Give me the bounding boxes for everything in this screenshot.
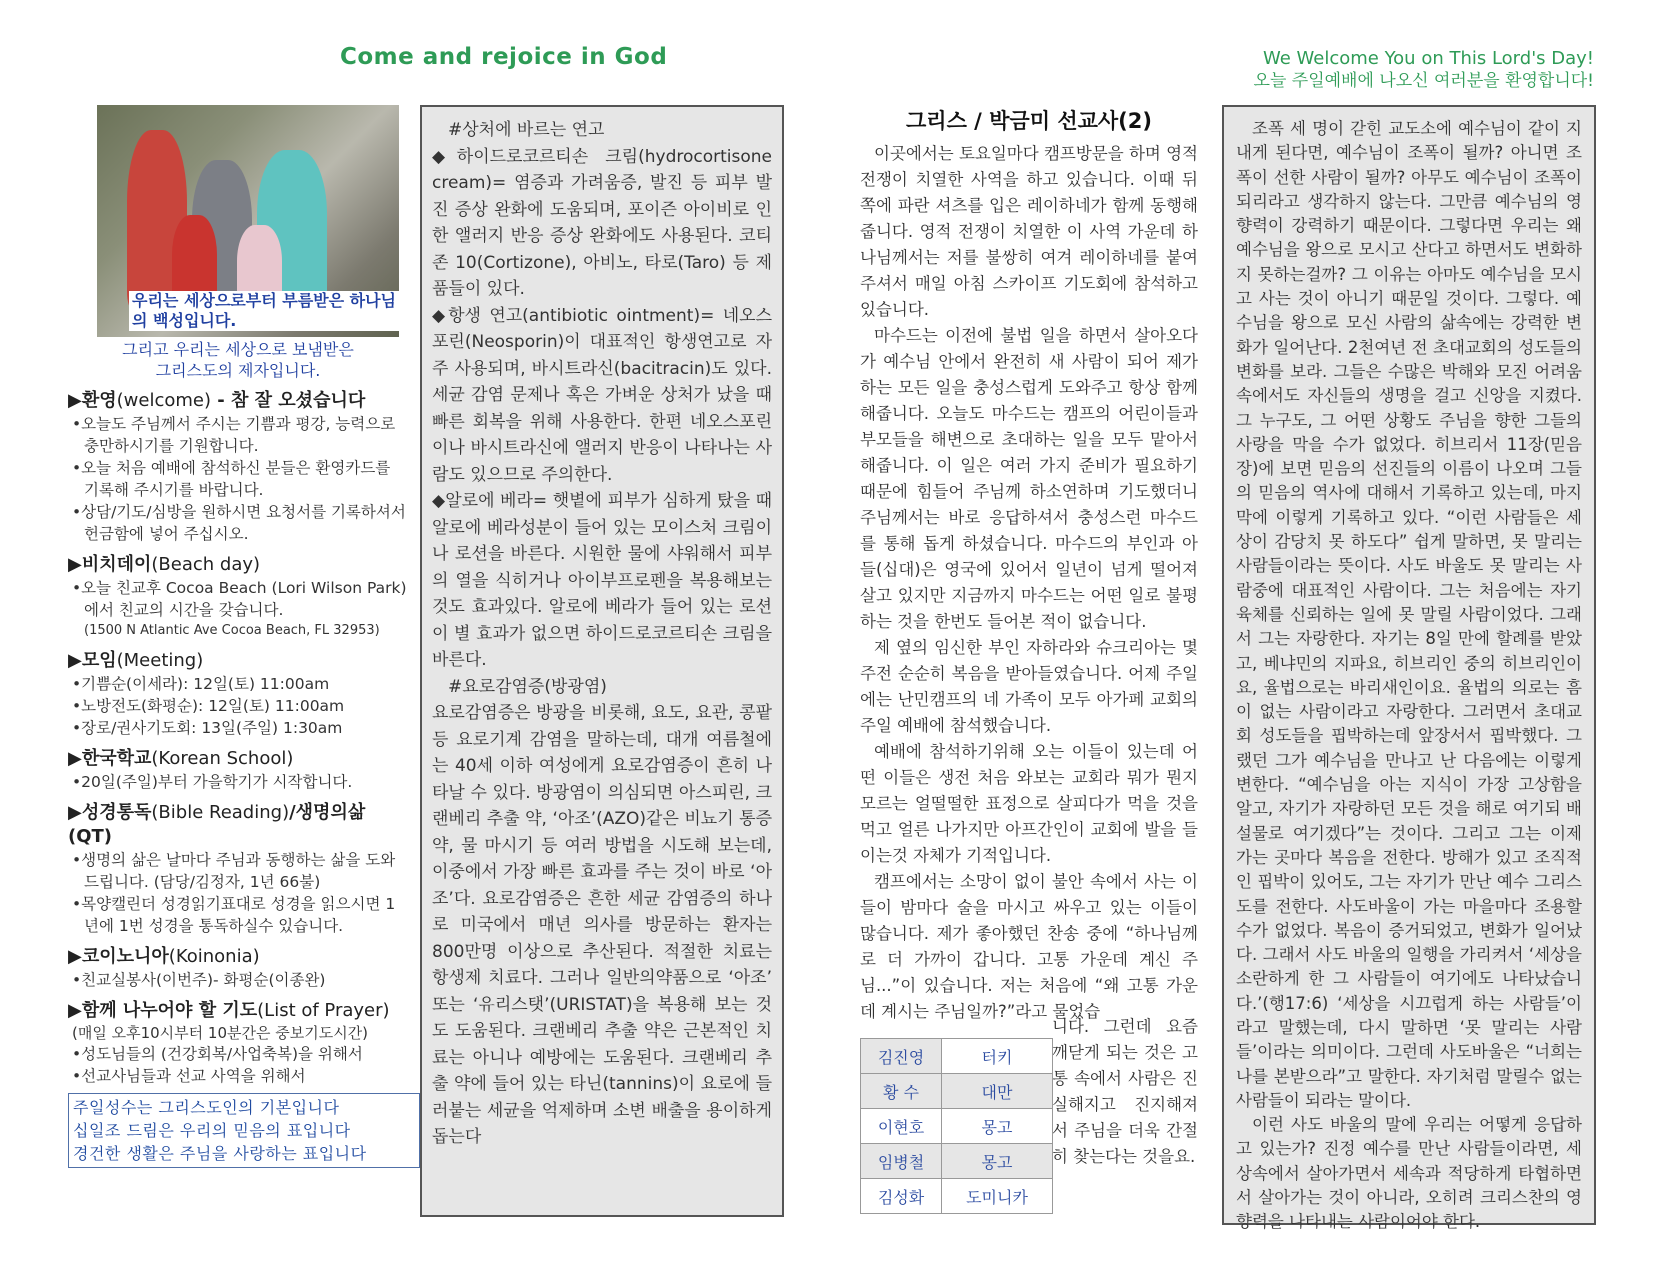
mission-country: 터키 bbox=[942, 1039, 1053, 1074]
mission-country: 몽고 bbox=[942, 1109, 1053, 1144]
korean-school-item: •20일(주일)부터 가을학기가 시작합니다. bbox=[72, 773, 353, 791]
welcome-banner-ko: 오늘 주일예배에 나오신 여러분을 환영합니다! bbox=[1253, 71, 1594, 91]
bible-reading-item: •목양캘린더 성경읽기표대로 성경을 읽으시면 1년에 1번 성경을 통독하실수 있습니다. bbox=[72, 895, 396, 935]
missionary-name: 임병철 bbox=[861, 1144, 942, 1179]
welcome-item: •오늘 처음 예배에 참석하신 분들은 환영카드를 기록해 주시기를 바랍니다. bbox=[72, 459, 391, 499]
report-paragraph: 캠프에서는 소망이 없이 불안 속에서 사는 이들이 밤마다 술을 마시고 싸우고 있는 이들이 많습니다. 제가 좋아했던 찬송 중에 “하나님께로 더 가까이 갑니다. 고통 가운데 계신 주님...”이 있습니다. 저는 처음에 “왜 고통 가운데 계시는 주님일까?”라고 물었습 bbox=[860, 872, 1198, 1021]
meeting-item: •노방전도(화평순): 12일(토) 11:00am bbox=[72, 697, 345, 715]
meeting-item: •기쁨순(이세라): 12일(토) 11:00am bbox=[72, 675, 330, 693]
sermon-paragraph: 이런 사도 바울의 말에 우리는 어떻게 응답하고 있는가? 진정 예수를 만난 사람들이라면, 세상속에서 살아가면서 세속과 적당하게 타협하면서 살아가는 것이 아니라, 오히려 크리스찬의 영향력을 나타내는 사람이어야 한다. bbox=[1236, 1115, 1582, 1232]
welcome-banner bbox=[1254, 48, 1594, 92]
health-heading: #요로감염증(방광염) bbox=[448, 676, 607, 697]
bible-reading-heading: ▶성경통독(Bible Reading)/생명의삶(QT) bbox=[68, 802, 366, 847]
report-paragraph: 마수드는 이전에 불법 일을 하면서 살아오다가 예수님 안에서 완전히 새 사람이 되어 제가 하는 모든 일을 충성스럽게 도와주고 항상 함께 해줍니다. 오늘도 마수드는 캠프의 어린이들과 부모들을 해변으로 초대하는 일을 모두 맡아서 해줍니다. 이 일은 여러 가지 준비가 필요하기 때문에 힘들어 주님께 하소연하며 기도했더니 주님께서는 바로 응답하셔서 충성스런 마수드를 통해 돕게 하셨습니다. 마수드의 부인과 아들(십대)은 영국에 있어서 일년이 넘게 떨어져 살고 있지만 지금까지 마수드는 어떤 일로 불평하는 것을 한번도 들어본 적이 없습니다. bbox=[860, 326, 1198, 631]
mission-country: 몽고 bbox=[942, 1144, 1053, 1179]
mission-country: 도미니카 bbox=[942, 1179, 1053, 1214]
missionary-name: 김성화 bbox=[861, 1179, 942, 1214]
box-line: 경건한 생활은 주님을 사랑하는 표입니다 bbox=[73, 1144, 367, 1163]
report-paragraph: 이곳에서는 토요일마다 캠프방문을 하며 영적 전쟁이 치열한 사역을 하고 있습니다. 이때 뒤쪽에 파란 셔츠를 입은 레이하네가 함께 동행해줍니다. 영적 전쟁이 치열한 이 사역 가운데 하나님께서는 저를 불쌍히 여겨 레이하네를 붙여주셔서 매일 아침 스카이프 기도회에 참석하고 있습니다. bbox=[860, 144, 1198, 319]
koinonia-heading: ▶코이노니아(Koinonia) bbox=[68, 946, 260, 967]
korean-school-heading: ▶한국학교(Korean School) bbox=[68, 748, 294, 769]
report-continuation: 니다. 그런데 요즘 깨닫게 되는 것은 고통 속에서 사람은 진실해지고 진지해져서 주님을 더욱 간절히 찾는다는 것을요. bbox=[1052, 1017, 1198, 1166]
bible-reading-item: •생명의 삶은 날마다 주님과 동행하는 삶을 도와드립니다. (담당/김정자, 1년 66불) bbox=[72, 851, 396, 891]
beach-day-heading: ▶비치데이(Beach day) bbox=[68, 554, 261, 575]
health-paragraph: ◆항생 연고(antibiotic ointment)= 네오스포린(Neosporin)이 대표적인 항생연고로 자주 사용되며, 바시트라신(bacitracin)도 있다. 세균 감염 문제나 혹은 가벼운 상처가 났을 때 빠른 회복을 위해 사용한다. 한편 네오스포린이나 바시트라신에 앨러지 반응이 나타나는 사람도 있으므로 주의한다. bbox=[432, 305, 772, 485]
table-row bbox=[861, 1109, 1053, 1144]
caption-line-2a: 그리고 우리는 세상으로 보냄받은 bbox=[122, 340, 354, 359]
koinonia-item: •친교실봉사(이번주)- 화평순(이종완) bbox=[72, 971, 326, 989]
missionary-name: 김진영 bbox=[861, 1039, 942, 1074]
meeting-item: •장로/권사기도회: 13일(주일) 1:30am bbox=[72, 719, 343, 737]
sermon-paragraph: 조폭 세 명이 갇힌 교도소에 예수님이 같이 지내게 된다면, 예수님이 조폭이 될까? 아니면 조폭이 선한 사람이 될까? 아무도 예수님이 조폭이 되리라고 생각하지 않는다. 그만큼 예수님의 영향력이 강력하기 때문이다. 그렇다면 우리는 왜 예수님을 왕으로 모시고 산다고 하면서도 변화하지 못하는걸까? 그 이유는 아마도 예수님을 모시고 사는 것이 아니기 때문일 것이다. 그렇다. 예수님을 왕으로 모신 사람의 삶속에는 강력한 변화가 일어난다. 2천여년 전 초대교회의 성도들의 변화를 보라. 그들은 수많은 박해와 모진 어려움 속에서도 자신들의 생명을 걸고 신앙을 지켰다. 그 누구도, 그 어떤 상황도 주님을 향한 그들의 사랑을 막을 수가 없었다. 히브리서 11장(믿음장)에 보면 믿음의 선진들의 이름이 나오며 그들의 믿음의 역사에 대해서 기록하고 있는데, 마지막에 이렇게 기록하고 있다. “이런 사람들은 세상이 감당치 못 하도다” 쉽게 말하면, 못 말리는 사람들이라는 뜻이다. 사도 바울도 못 말리는 사람중에 대표적인 사람이다. 그는 처음에는 자기 육체를 신뢰하는 일에 못 말릴 사람이었다. 그래서 그는 자랑한다. 자기는 8일 만에 할례를 받았고, 베냐민의 지파요, 히브리인 중의 히브리인이요, 율법으로는 바리새인이요. 율법의 의로는 흠이 없는 사람이라고 자랑한다. 그러면서 초대교회 성도들을 핍박하는데 앞장서서 핍박했다. 그랬던 그가 예수님을 만나고 난 다음에는 이렇게 변한다. “예수님을 아는 지식이 가장 고상함을 알고, 자기가 자랑하던 모든 것을 해로 여기되 배설물로 여기겠다”는 것이다. 그리고 그는 이제 가는 곳마다 복음을 전한다. 방해가 있고 조직적인 핍박이 있어도, 그는 자기가 만난 예수 그리스도를 전한다. 사도바울이 가는 마을마다 조용할수가 없었다. 복음이 증거되었고, 변화가 일어났다. 그래서 사도 바울의 일행을 가리켜서 ‘세상을 소란하게 한 그 사람들이 여기에도 나타났습니다.’(행17:6) ‘세상을 시끄럽게 하는 사람들’이라고 말했는데, 다시 말하면 ‘못 말리는 사람들’이라는 의미이다. 그런데 사도바울은 “너희는 나를 본받으라”고 말한다. 자기처럼 말릴수 없는 사람들이 되라는 말이다. bbox=[1236, 119, 1582, 1110]
welcome-item: •상담/기도/심방을 원하시면 요청서를 기록하셔서 헌금함에 넣어 주십시오. bbox=[72, 503, 406, 543]
mission-country: 대만 bbox=[942, 1074, 1053, 1109]
christian-life-box bbox=[68, 1093, 420, 1168]
sermon-column bbox=[1222, 105, 1596, 1232]
missionary-report-column bbox=[860, 105, 1198, 1025]
missionary-name: 이현호 bbox=[861, 1109, 942, 1144]
report-paragraph: 제 옆의 임신한 부인 자하라와 슈크리아는 몇 주전 순순히 복음을 받아들였습니다. 어제 주일에는 난민캠프의 네 가족이 모두 아가페 교회의 주일 예배에 참석했습니다. bbox=[860, 638, 1198, 735]
table-row bbox=[861, 1074, 1053, 1109]
missionary-report-title: 그리스 / 박금미 선교사(2) bbox=[906, 109, 1152, 133]
table-row bbox=[861, 1179, 1053, 1214]
health-paragraph: ◆하이드로코르티손 크림(hydrocortisone cream)= 염증과 가려움증, 발진 등 피부 발진 증상 완화에 도움되며, 포이즌 아이비로 인한 앨러지 반응 증상 완화에도 사용된다. 코티존 10(Cortizone), 아비노, 타로(Taro) 등 제품들이 있다. bbox=[432, 146, 772, 299]
welcome-item: •오늘도 주님께서 주시는 기쁨과 평강, 능력으로 충만하시기를 기원합니다. bbox=[72, 415, 396, 455]
missionary-name: 황 수 bbox=[861, 1074, 942, 1109]
announcements-column bbox=[68, 105, 408, 1168]
missionary-table bbox=[860, 1038, 1053, 1214]
family-photo bbox=[97, 105, 399, 337]
beach-address: (1500 N Atlantic Ave Cocoa Beach, FL 32953) bbox=[84, 623, 380, 638]
table-row bbox=[861, 1039, 1053, 1074]
bulletin-motto: Come and rejoice in God bbox=[340, 44, 668, 70]
table-row bbox=[861, 1144, 1053, 1179]
meeting-heading: ▶모임(Meeting) bbox=[68, 650, 204, 671]
health-paragraph: ◆알로에 베라= 햇볕에 피부가 심하게 탔을 때 알로에 베라성분이 들어 있는 모이스처 크림이나 로션을 바른다. 시원한 물에 샤워해서 피부의 열을 식히거나 아이부프로펜을 복용해보는 것도 효과있다. 알로에 베라가 들어 있는 로션이 별 효과가 없으면 하이드로코르티손 크림을 바른다. bbox=[432, 491, 772, 670]
caption-line-2b: 그리스도의 제자입니다. bbox=[155, 361, 321, 380]
box-line: 주일성수는 그리스도인의 기본입니다 bbox=[73, 1098, 340, 1117]
beach-day-item: •오늘 친교후 Cocoa Beach (Lori Wilson Park)에서 친교의 시간을 갖습니다. bbox=[72, 579, 407, 619]
health-tips-column bbox=[420, 105, 784, 1217]
welcome-banner-en: We Welcome You on This Lord's Day! bbox=[1262, 48, 1594, 69]
prayer-item: •성도님들의 (건강회복/사업축복)을 위해서 bbox=[72, 1045, 363, 1063]
box-line: 십일조 드림은 우리의 믿음의 표입니다 bbox=[73, 1121, 351, 1140]
report-paragraph: 예배에 참석하기위해 오는 이들이 있는데 어떤 이들은 생전 처음 와보는 교회라 뭐가 뭔지 모르는 얼떨떨한 표정으로 살피다가 먹을 것을 먹고 얼른 나가지만 아프간인이 교회에 발을 들이는것 자체가 기적입니다. bbox=[860, 742, 1198, 865]
health-heading: #상처에 바르는 연고 bbox=[448, 120, 605, 140]
health-paragraph: 요로감염증은 방광을 비롯해, 요도, 요관, 콩팥 등 요로기계 감염을 말하는데, 대개 여름철에는 40세 이하 여성에게 요로감염증이 흔히 나타날 수 있다. 방광염이 의심되면 아스피린, 크랜베리 추출 약, ‘아조’(AZO)같은 비뇨기 통증약, 물 마시기 등 여러 방법을 시도해 보는데, 이중에서 가장 빠른 효과를 주는 것이 바로 ‘아조’다. 요로감염증은 흔한 세균 감염증의 하나로 미국에서 매년 의사를 방문하는 환자는 800만명 이상으로 추산된다. 적절한 치료는 항생제 치료다. 그러나 일반의약품으로 ‘아조’ 또는 ‘유리스탯’(URISTAT)을 복용해 보는 것도 도움된다. 크랜베리 추출 약은 근본적인 치료는 아니나 예방에는 도움된다. 크랜베리 추출 약에 들어 있는 타닌(tannins)이 요로에 들러붙는 세균을 억제하며 소변 배출을 용이하게 돕는다 bbox=[432, 703, 772, 1147]
prayer-item: •선교사님들과 선교 사역을 위해서 bbox=[72, 1067, 306, 1085]
photo-caption: 우리는 세상으로부터 부름받은 하나님의 백성입니다. bbox=[129, 291, 399, 331]
welcome-heading: ▶환영(welcome) - 참 잘 오셨습니다 bbox=[68, 390, 366, 411]
prayer-heading: ▶함께 나누어야 할 기도(List of Prayer) bbox=[68, 1000, 390, 1021]
prayer-note: (매일 오후10시부터 10분간은 중보기도시간) bbox=[72, 1024, 369, 1042]
